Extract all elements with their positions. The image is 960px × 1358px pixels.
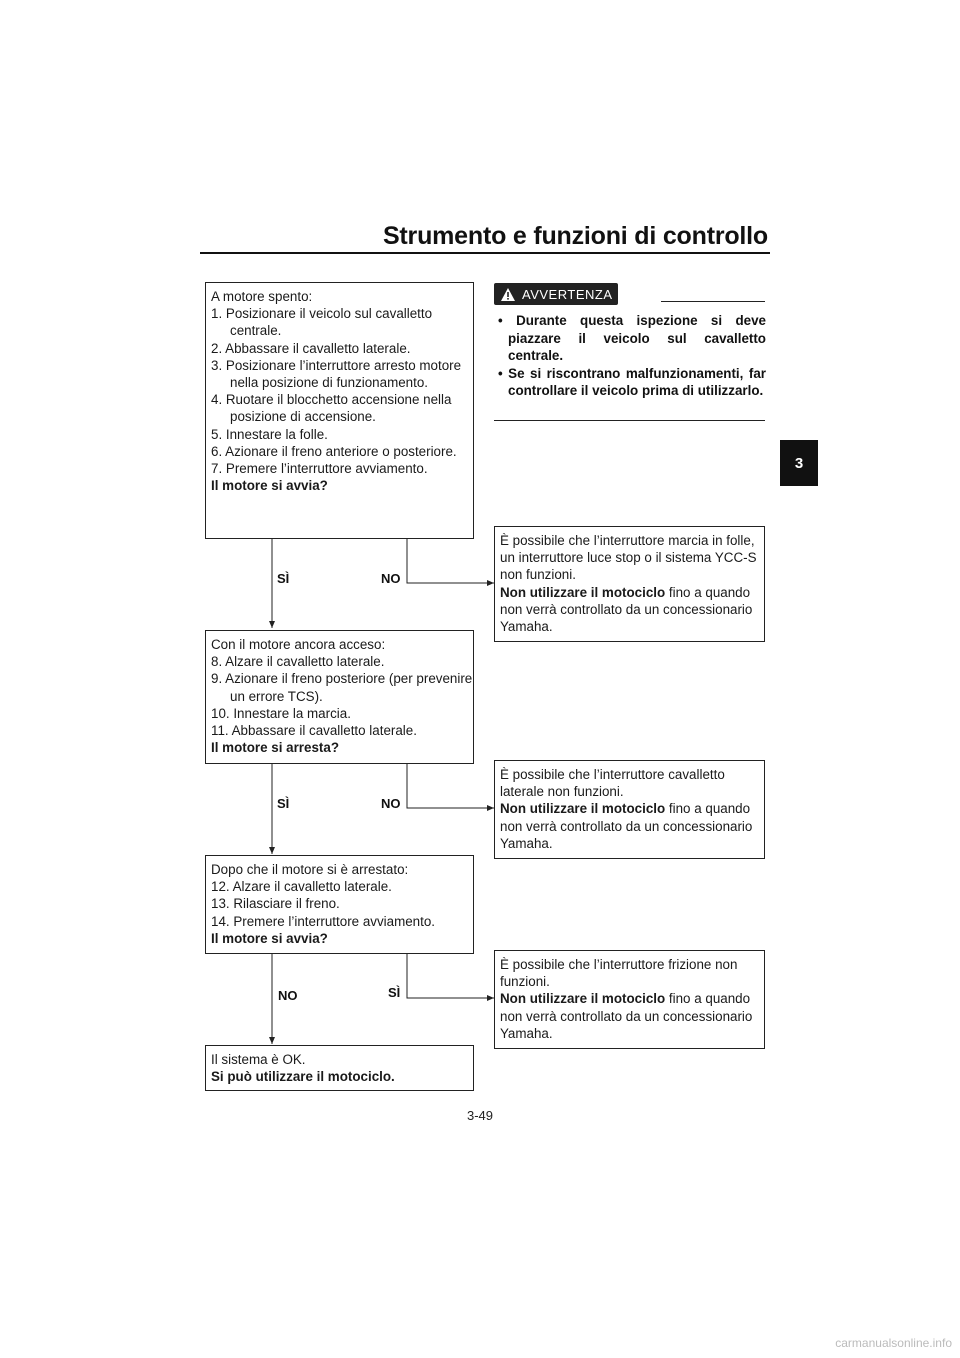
box3-step: 12. Alzare il cavalletto laterale. <box>211 879 392 895</box>
box2-step: 10. Innestare la marcia. <box>211 705 351 721</box>
watermark: carmanualsonline.info <box>835 1336 952 1350</box>
box3-question: Il motore si avvia? <box>211 930 328 946</box>
flow-box-1 <box>205 282 474 539</box>
box1-step: 4. Ruotare il blocchetto accensione nella posizione di accensione. <box>211 392 452 425</box>
side1-rest: fino a quando non verrà controllato da un concessionario Yamaha. <box>500 584 753 635</box>
side3-warning: Non utilizzare il motociclo <box>500 991 666 1007</box>
chapter-tab: 3 <box>780 440 818 486</box>
box1-step: 5. Innestare la folle. <box>211 426 328 442</box>
flow-box-3 <box>205 855 474 954</box>
page-title: Strumento e funzioni di controllo <box>382 222 768 250</box>
box2-step: 8. Alzare il cavalletto laterale. <box>211 654 385 670</box>
box4-line2: Si può utilizzare il motociclo. <box>211 1069 395 1085</box>
warning-item: • Se si riscontrano malfunzionamenti, far controllare il veicolo prima di utilizzarlo. <box>498 365 766 399</box>
warning-triangle-icon <box>500 287 516 302</box>
box2-question: Il motore si arresta? <box>211 740 340 756</box>
side3-text: È possibile che l’interruttore frizione non funzioni. <box>500 957 738 990</box>
page-number: 3-49 <box>466 1108 494 1123</box>
side3-rest: fino a quando non verrà controllato da un concessionario Yamaha. <box>500 991 753 1041</box>
flow-side-box-1 <box>494 526 765 642</box>
label-no: NO <box>381 571 401 586</box>
box2-step: 9. Azionare il freno posteriore (per prevenire un errore TCS). <box>211 671 473 704</box>
box1-step: 6. Azionare il freno anteriore o posteriore. <box>211 443 457 459</box>
box1-step: 1. Posizionare il veicolo sul cavalletto centrale. <box>211 306 433 339</box>
arrow-box2-to-side2 <box>407 763 494 808</box>
side1-warning: Non utilizzare il motociclo <box>500 584 666 600</box>
box1-step: 2. Abbassare il cavalletto laterale. <box>211 340 411 356</box>
warning-header <box>494 282 618 306</box>
label-yes: SÌ <box>277 796 290 811</box>
side1-text: È possibile che l’interruttore marcia in folle, un interruttore luce stop o il sistema YCC-S non funzioni. <box>500 533 757 583</box>
side2-text: È possibile che l’interruttore cavalletto laterale non funzioni. <box>500 767 725 800</box>
warning-badge <box>494 283 618 305</box>
box4-line1: Il sistema è OK. <box>211 1052 306 1067</box>
warning-list <box>494 312 766 400</box>
box2-intro: Con il motore ancora acceso: <box>211 637 386 652</box>
side2-warning: Non utilizzare il motociclo <box>500 801 666 817</box>
label-no: NO <box>381 796 401 811</box>
warning-rule-top <box>661 301 765 302</box>
box1-question: Il motore si avvia? <box>211 478 328 494</box>
label-yes: SÌ <box>277 571 290 586</box>
label-no: NO <box>278 988 298 1003</box>
arrow-box1-to-side1 <box>407 539 494 583</box>
arrow-box3-to-side3 <box>407 953 494 998</box>
side2-rest: fino a quando non verrà controllato da un concessionario Yamaha. <box>500 801 753 851</box>
flow-side-box-2 <box>494 760 765 859</box>
box1-step: 7. Premere l’interruttore avviamento. <box>211 461 428 477</box>
warning-label: AVVERTENZA <box>522 286 613 302</box>
box1-intro: A motore spento: <box>211 289 313 304</box>
box3-step: 13. Rilasciare il freno. <box>211 896 340 912</box>
flow-side-box-3 <box>494 950 765 1049</box>
warning-item: • Durante questa ispezione si deve piazzare il veicolo sul cavalletto centrale. <box>498 313 766 364</box>
flow-box-2 <box>205 630 474 764</box>
box3-intro: Dopo che il motore si è arrestato: <box>211 862 409 877</box>
box3-step: 14. Premere l’interruttore avviamento. <box>211 913 436 929</box>
box1-step: 3. Posizionare l’interruttore arresto motore nella posizione di funzionamento. <box>211 357 462 391</box>
label-yes: SÌ <box>388 985 401 1000</box>
flow-box-4 <box>205 1045 474 1091</box>
box2-step: 11. Abbassare il cavalletto laterale. <box>211 723 417 739</box>
warning-rule-bottom <box>494 420 765 421</box>
